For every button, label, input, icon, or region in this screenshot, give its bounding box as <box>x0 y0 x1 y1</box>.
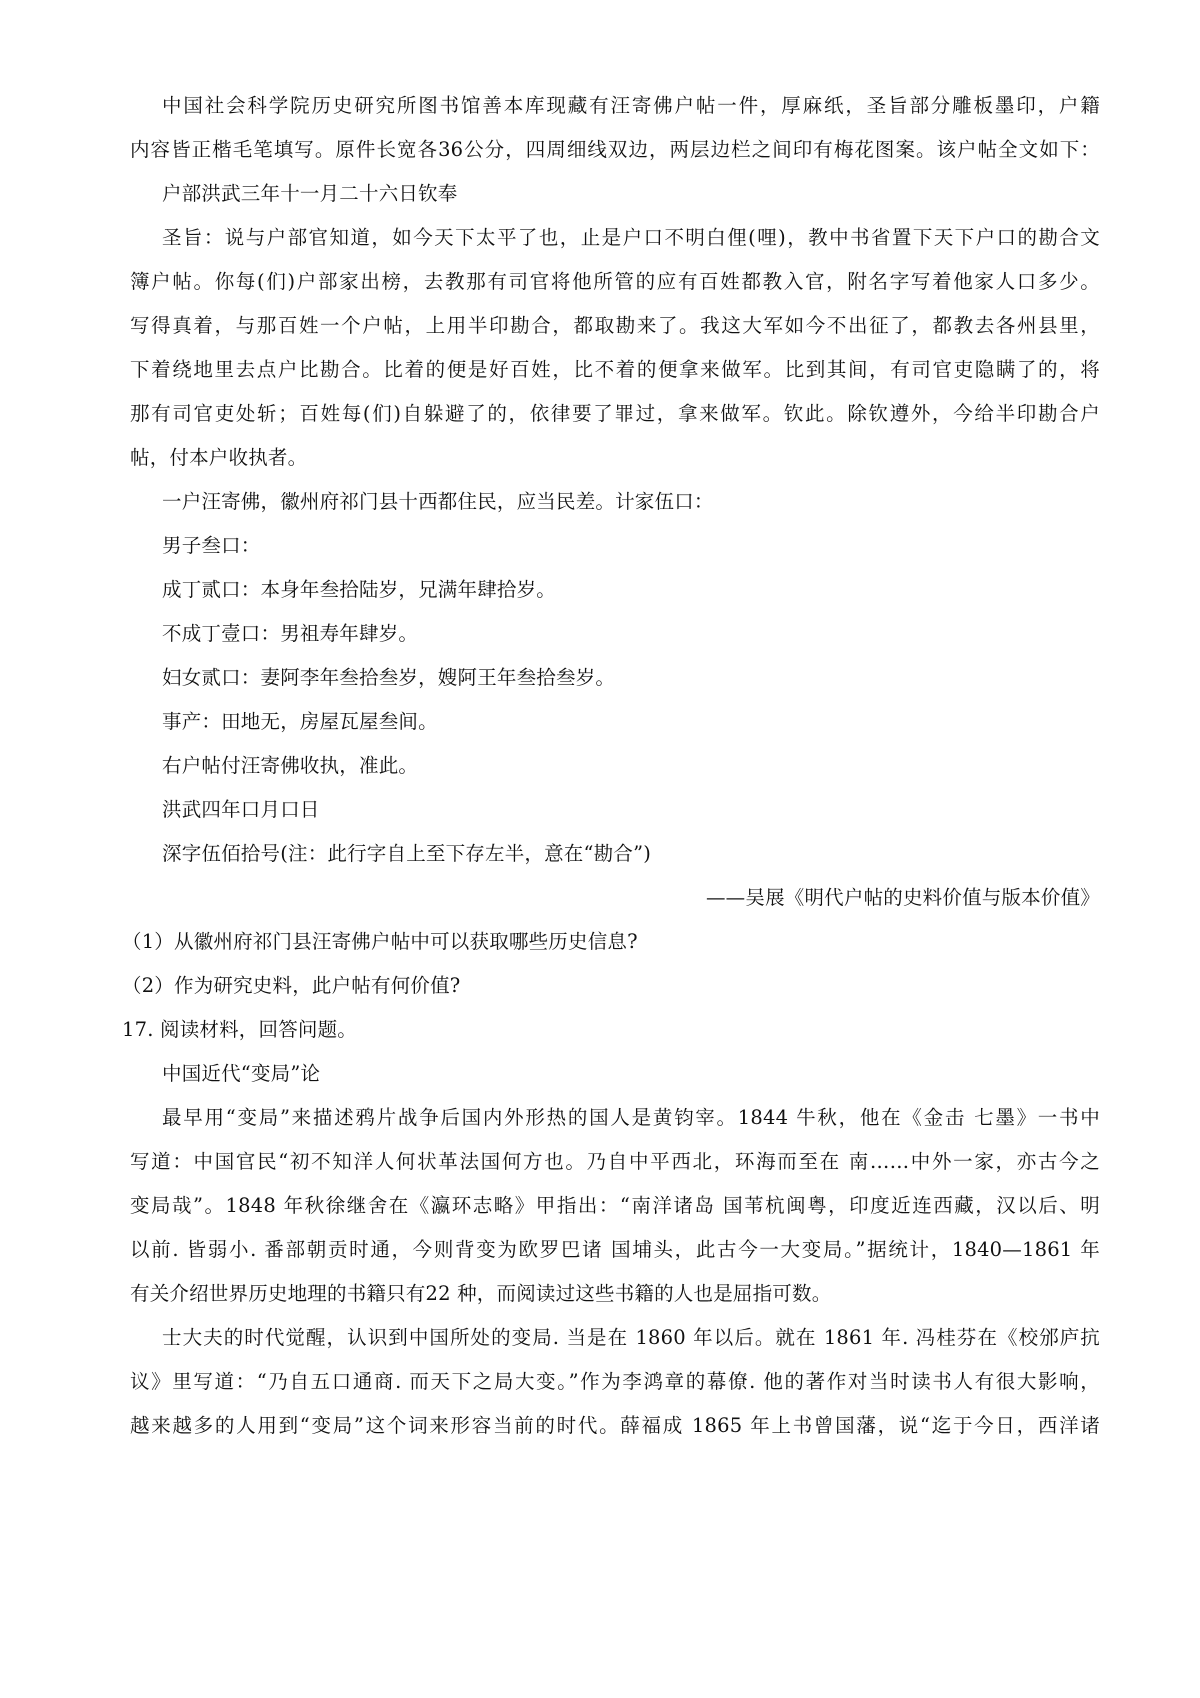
text-line: 簿户帖。你每(们)户部家出榜，去教那有司官将他所管的应有百姓都教入官，附名字写着他家人口多少。 <box>130 270 1100 293</box>
decree-header: 户部洪武三年十一月二十六日钦奉 <box>162 182 458 205</box>
q17-title: 17. 阅读材料，回答问题。 <box>122 1018 358 1041</box>
record-line: 洪武四年口月口日 <box>162 798 320 821</box>
text-line: 最早用“变局”来描述鸦片战争后国内外形热的国人是黄钧宰。1844 牛秋，他在《金击 七墨》一书中 <box>162 1106 1100 1129</box>
record-line: 一户汪寄佛，徽州府祁门县十西都住民，应当民差。计家伍口： <box>162 490 714 513</box>
document-page <box>122 0 1100 1698</box>
citation: ——吴展《明代户帖的史料价值与版本价值》 <box>705 886 1100 909</box>
record-line: 成丁贰口：本身年叁拾陆岁，兄满年肆拾岁。 <box>162 578 557 601</box>
text-line: 内容皆正楷毛笔填写。原件长宽各36公分，四周细线双边，两层边栏之间印有梅花图案。该户帖全文如下： <box>130 138 1100 161</box>
text-line: 士大夫的时代觉醒，认识到中国所处的变局. 当是在 1860 年以后。就在 1861 年. 冯桂芬在《校邠庐抗 <box>162 1326 1100 1349</box>
question-2: （2）作为研究史料，此户帖有何价值? <box>122 974 461 997</box>
text-line: 圣旨：说与户部官知道，如今天下太平了也，止是户口不明白俚(哩)，教中书省置下天下户口的勘合文 <box>162 226 1100 249</box>
record-line: 妇女贰口：妻阿李年叁拾叁岁，嫂阿王年叁拾叁岁。 <box>162 666 616 689</box>
record-line: 不成丁壹口：男祖寿年肆岁。 <box>162 622 419 645</box>
question-1: （1）从徽州府祁门县汪寄佛户帖中可以获取哪些历史信息? <box>122 930 638 953</box>
text-line: 变局哉”。1848 年秋徐继舍在《瀛环志略》甲指出：“南洋诸岛 国苇杭闽粤，印度近连西藏，汉以后、明 <box>130 1194 1100 1217</box>
text-line: 越来越多的人用到“变局”这个词来形容当前的时代。薛福成 1865 年上书曾国藩，说“迄于今日，西洋诸 <box>130 1414 1100 1437</box>
record-line: 右户帖付汪寄佛收执，准此。 <box>162 754 419 777</box>
text-line: 帖，付本户收执者。 <box>130 446 308 469</box>
text-line: 议》里写道：“乃自五口通商. 而天下之局大变。”作为李鸿章的幕僚. 他的著作对当时读书人有很大影响， <box>130 1370 1100 1393</box>
text-line: 下着绕地里去点户比勘合。比着的便是好百姓，比不着的便拿来做军。比到其间，有司官吏隐瞒了的，将 <box>130 358 1100 381</box>
text-line: 写得真着，与那百姓一个户帖，上用半印勘合，都取勘来了。我这大军如今不出征了，都教去各州县里， <box>130 314 1100 337</box>
text-line: 写道：中国官民“初不知洋人何状革法国何方也。乃自中平西北，环海而至在 南……中外一家，亦古今之 <box>130 1150 1100 1173</box>
text-line: 那有司官吏处斩；百姓每(们)自躲避了的，依律要了罪过，拿来做军。钦此。除钦遵外，今给半印勘合户 <box>130 402 1100 425</box>
record-line: 男子叁口： <box>162 534 261 557</box>
q17-subtitle: 中国近代“变局”论 <box>162 1062 321 1085</box>
record-line: 深字伍佰拾号(注：此行字自上至下存左半，意在“勘合”) <box>162 842 652 865</box>
text-line: 以前. 皆弱小. 番部朝贡时通，今则背变为欧罗巴诸 国埔头，此古今一大变局。”据统计，1840—1861 年 <box>130 1238 1100 1261</box>
record-line: 事产：田地无，房屋瓦屋叁间。 <box>162 710 438 733</box>
text-line: 中国社会科学院历史研究所图书馆善本库现藏有汪寄佛户帖一件，厚麻纸，圣旨部分雕板墨印，户籍 <box>162 94 1100 117</box>
text-line: 有关介绍世界历史地理的书籍只有22 种，而阅读过这些书籍的人也是屈指可数。 <box>130 1282 832 1305</box>
